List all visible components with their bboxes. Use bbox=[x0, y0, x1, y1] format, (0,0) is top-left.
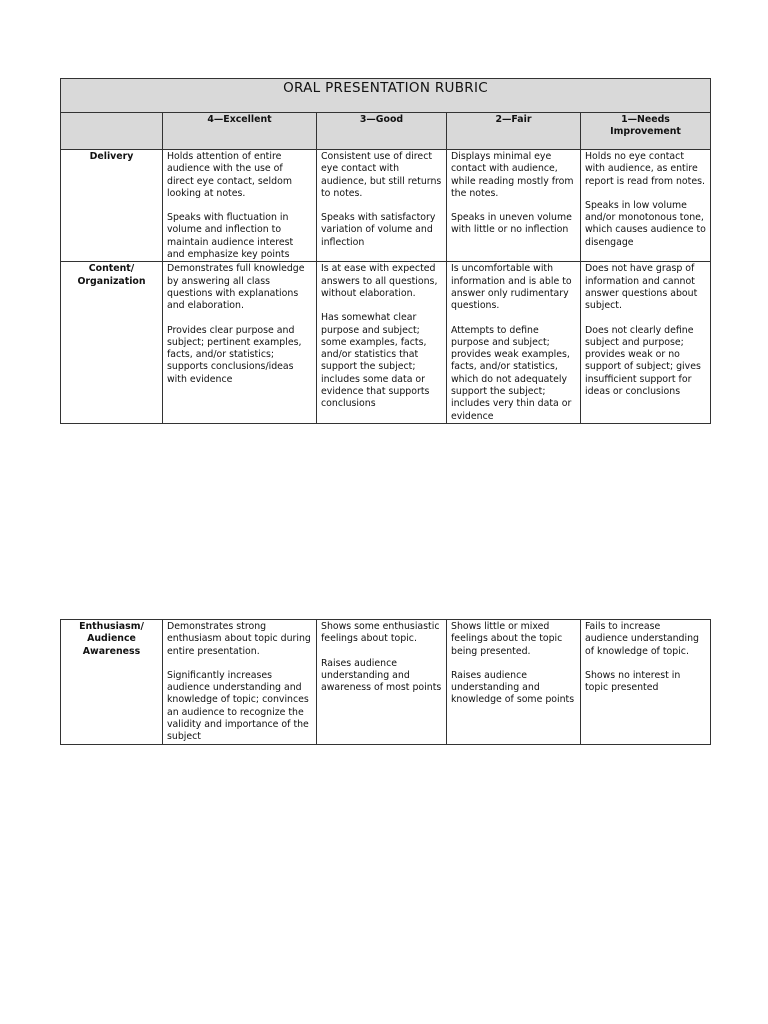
rubric-title bbox=[61, 79, 711, 113]
category-enthusiasm-audience-awareness: Enthusiasm/ Audience Awareness bbox=[61, 620, 163, 745]
cell-content-good bbox=[317, 262, 447, 424]
table-row-enthusiasm bbox=[61, 620, 711, 745]
table-row-content bbox=[61, 262, 711, 424]
cell-text: Attempts to define purpose and subject; provides weak examples, facts, and/or statistics, which do not adequately support the subject; includes very thin data or evidence bbox=[451, 324, 572, 422]
cell-text: Is uncomfortable with information and is able to answer only rudimentary questions. bbox=[451, 263, 572, 312]
header-good: 3—Good bbox=[317, 113, 447, 150]
cell-text: Raises audience understanding and knowledge of some points bbox=[451, 669, 575, 706]
rubric-table bbox=[60, 78, 711, 424]
cell-text: Speaks with satisfactory variation of volume and inflection bbox=[321, 212, 436, 248]
cell-text: Speaks in uneven volume with little or no inflection bbox=[451, 212, 572, 236]
cell-enthusiasm-excellent bbox=[163, 620, 317, 745]
cell-text: Holds attention of entire audience with the use of direct eye contact, seldom looking at notes. bbox=[167, 151, 292, 199]
cell-content-needs-improvement bbox=[581, 262, 711, 424]
cell-text: Consistent use of direct eye contact with audience, but still returns to notes. bbox=[321, 151, 442, 199]
cell-text: Demonstrates full knowledge by answering all class questions with explanations and elaboration. bbox=[167, 263, 305, 312]
cell-text: Provides clear purpose and subject; pertinent examples, facts, and/or statistics; supports conclusions/ideas with evidence bbox=[167, 324, 302, 385]
cell-text: Does not have grasp of information and cannot answer questions about subject. bbox=[585, 263, 698, 312]
cell-content-excellent bbox=[163, 262, 317, 424]
header-excellent: 4—Excellent bbox=[163, 113, 317, 150]
cell-delivery-needs-improvement bbox=[581, 150, 711, 262]
cell-delivery-excellent bbox=[163, 150, 317, 262]
cell-text: Fails to increase audience understanding of knowledge of topic. bbox=[585, 621, 700, 657]
cell-text: Holds no eye contact with audience, as entire report is read from notes. bbox=[585, 151, 705, 187]
category-delivery: Delivery bbox=[61, 150, 163, 262]
cell-text: Significantly increases audience understanding and knowledge of topic; convinces an audience to recognize the validity and importance of the subject bbox=[167, 669, 309, 743]
cell-text: Shows little or mixed feelings about the topic being presented. bbox=[451, 621, 563, 657]
cell-delivery-fair bbox=[447, 150, 581, 262]
cell-content-fair bbox=[447, 262, 581, 424]
cell-enthusiasm-fair bbox=[447, 620, 581, 745]
cell-text: Shows no interest in topic presented bbox=[585, 669, 681, 694]
header-fair: 2—Fair bbox=[447, 113, 581, 150]
cell-text: Displays minimal eye contact with audience, while reading mostly from the notes. bbox=[451, 151, 574, 199]
cell-text: Shows some enthusiastic feelings about topic. bbox=[321, 621, 440, 645]
cell-text: Speaks with fluctuation in volume and inflection to maintain audience interest and emphasize key points bbox=[167, 212, 294, 261]
cell-text: Demonstrates strong enthusiasm about topic during entire presentation. bbox=[167, 621, 311, 657]
rubric-title-text: ORAL PRESENTATION RUBRIC bbox=[283, 80, 488, 96]
header-blank bbox=[61, 113, 163, 150]
cell-text: Does not clearly define subject and purpose; provides weak or no support of subject; gives insufficient support for ideas or conclusions bbox=[585, 324, 701, 398]
category-content-organization: Content/ Organization bbox=[61, 262, 163, 424]
cell-enthusiasm-good bbox=[317, 620, 447, 745]
header-needs-improvement: 1—Needs Improvement bbox=[581, 113, 711, 150]
header-row bbox=[61, 113, 711, 150]
cell-delivery-good bbox=[317, 150, 447, 262]
cell-enthusiasm-needs-improvement bbox=[581, 620, 711, 745]
cell-text: Speaks in low volume and/or monotonous tone, which causes audience to disengage bbox=[585, 199, 706, 248]
cell-text: Raises audience understanding and awareness of most points bbox=[321, 657, 442, 694]
rubric-table-continued bbox=[60, 619, 711, 745]
cell-text: Is at ease with expected answers to all questions, without elaboration. bbox=[321, 263, 438, 299]
cell-text: Has somewhat clear purpose and subject; some examples, facts, and/or statistics that support the subject; includes some data or evidence that supports conclusions bbox=[321, 312, 430, 410]
table-row-delivery bbox=[61, 150, 711, 262]
